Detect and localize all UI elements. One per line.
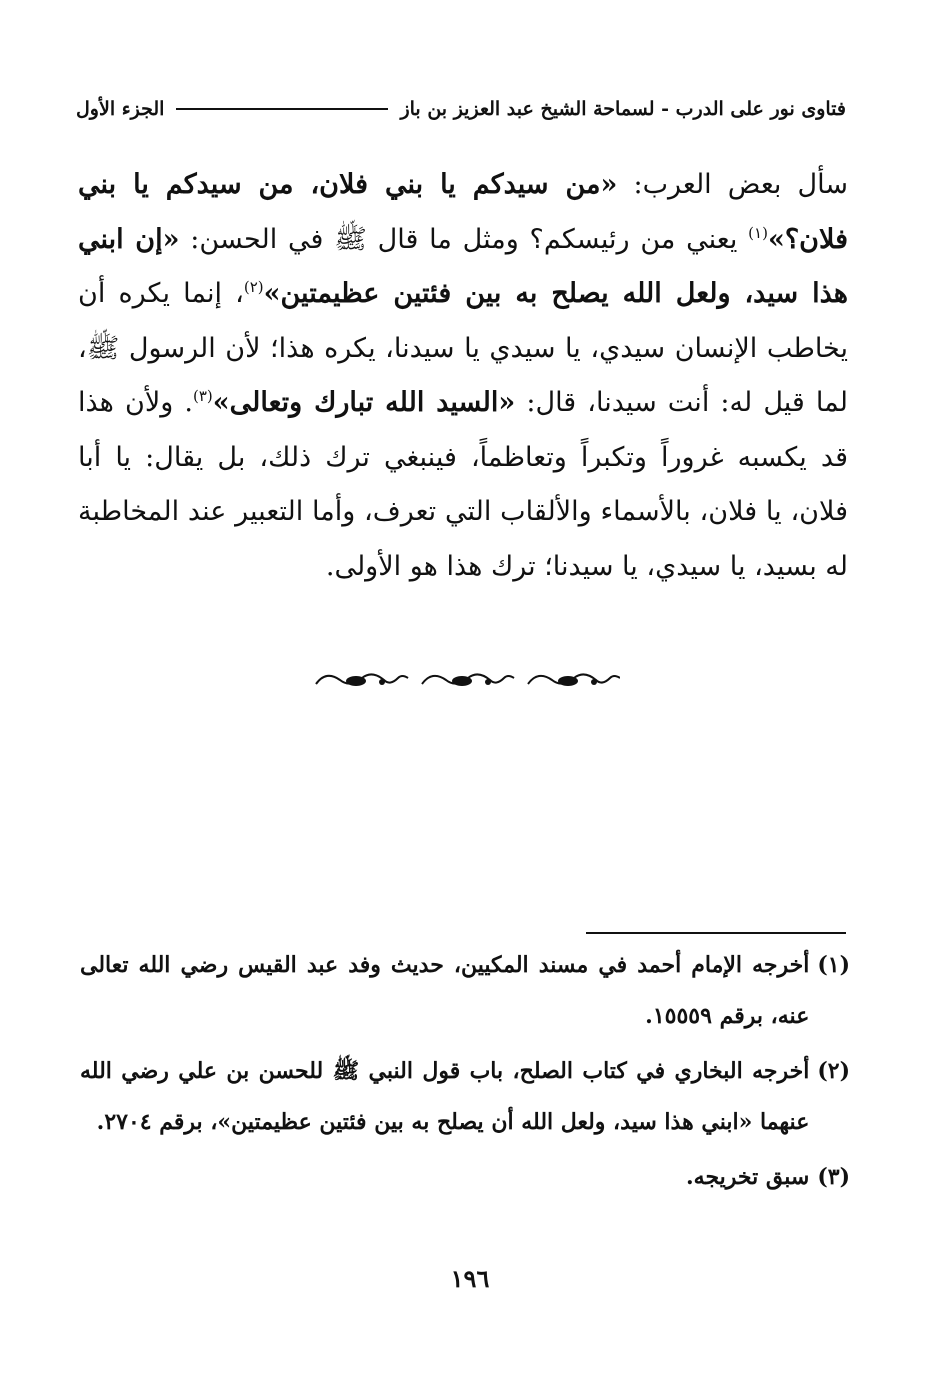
footnote-number: (١) bbox=[817, 952, 850, 978]
text-segment: يعني من رئيسكم؟ ومثل ما قال ﷺ في الحسن: bbox=[179, 223, 749, 255]
footnote-text: سبق تخريجه. bbox=[686, 1164, 810, 1190]
text-segment: ، إنما يكره أن يخاطب الإنسان سيدي، يا سيدي يا سيدنا، يكره هذا؛ لأن الرسول ﷺ، لما قيل له: أنت سيدنا، قال: bbox=[78, 278, 848, 418]
footnote-quote: «ابني هذا سيد، ولعل الله أن يصلح به بين فئتين عظيمتين» bbox=[217, 1109, 753, 1135]
footnote-number: (٢) bbox=[817, 1058, 850, 1084]
footnote-ref: (١) bbox=[748, 223, 768, 242]
header-rule bbox=[176, 108, 388, 110]
footnote-item bbox=[80, 1046, 850, 1148]
footnote-text-segment: أخرجه البخاري في كتاب الصلح، باب قول النبي ﷺ للحسن بن علي رضي الله عنهما bbox=[80, 1058, 810, 1135]
footnote-ref: (٣) bbox=[192, 387, 213, 405]
page-number: ١٩٦ bbox=[450, 1264, 490, 1293]
hadith-quote: «من سيدكم يا بني فلان، من سيدكم يا بني فلان؟» bbox=[78, 169, 848, 255]
footnote-text-segment: ، برقم ٢٧٠٤. bbox=[96, 1109, 218, 1135]
footnote-text bbox=[80, 1046, 809, 1148]
footnote-text: أخرجه الإمام أحمد في مسند المكيين، حديث وفد عبد القيس رضي الله تعالى عنه، برقم ١٥٥٥٩. bbox=[80, 952, 810, 1029]
footnote-item bbox=[80, 940, 850, 1042]
text-segment: . ولأن هذا قد يكسبه غروراً وتكبراً وتعاظماً، فينبغي ترك ذلك، بل يقال: يا أبا فلان، يا فلان، بالأسماء والألقاب التي تعرف، وأما التعبير عند المخاطبة له بسيد، يا سيدي، يا سيدنا؛ ترك هذا هو الأولى. bbox=[78, 387, 848, 582]
footnote-ref: (٢) bbox=[243, 278, 264, 296]
footnote-number: (٣) bbox=[817, 1164, 850, 1190]
running-header bbox=[76, 94, 846, 124]
hadith-quote: «إن ابني هذا سيد، ولعل الله يصلح به بين فئتين عظيمتين» bbox=[78, 223, 848, 309]
footnotes bbox=[80, 940, 850, 1207]
book-title: فتاوى نور على الدرب - لسماحة الشيخ عبد العزيز بن باز bbox=[400, 98, 846, 120]
footnote-item bbox=[80, 1152, 850, 1203]
hadith-quote: «السيد الله تبارك وتعالى» bbox=[212, 387, 516, 418]
ornament-divider bbox=[312, 664, 620, 698]
main-text bbox=[78, 158, 848, 594]
text-segment: سأل بعض العرب: bbox=[617, 169, 849, 200]
volume-label: الجزء الأول bbox=[76, 98, 165, 120]
footnote-separator bbox=[586, 932, 846, 934]
